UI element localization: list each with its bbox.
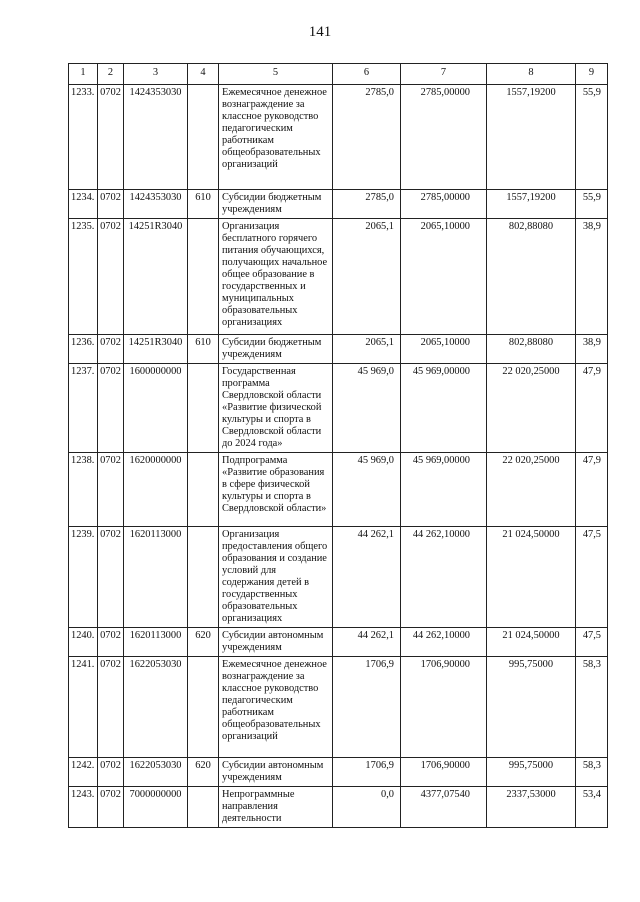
cell-executed-amount: 802,88080 <box>487 335 576 364</box>
cell-refined-amount: 2785,00000 <box>401 85 487 190</box>
cell-target-code: 14251R3040 <box>124 335 188 364</box>
cell-executed-amount: 22 020,25000 <box>487 453 576 527</box>
cell-refined-amount: 2065,10000 <box>401 219 487 335</box>
cell-item-name: Организация бесплатного горячего питания обучающихся, получающих начальное общее образование в государственных и муниципальных образовательных организациях <box>219 219 333 335</box>
cell-execution-percent: 47,5 <box>576 628 608 657</box>
page-number: 141 <box>308 24 332 40</box>
cell-item-name: Ежемесячное денежное вознаграждение за классное руководство педагогическим работникам общеобразовательных организаций <box>219 657 333 758</box>
cell-refined-amount: 45 969,00000 <box>401 364 487 453</box>
cell-executed-amount: 1557,19200 <box>487 190 576 219</box>
cell-section-code: 0702 <box>98 335 124 364</box>
cell-execution-percent: 55,9 <box>576 85 608 190</box>
column-header-3: 3 <box>124 64 188 85</box>
cell-execution-percent: 38,9 <box>576 335 608 364</box>
column-header-5: 5 <box>219 64 333 85</box>
cell-row-number: 1237. <box>69 364 98 453</box>
cell-execution-percent: 58,3 <box>576 657 608 758</box>
cell-executed-amount: 995,75000 <box>487 758 576 787</box>
cell-section-code: 0702 <box>98 219 124 335</box>
cell-planned-amount: 45 969,0 <box>333 453 401 527</box>
cell-planned-amount: 0,0 <box>333 787 401 828</box>
cell-executed-amount: 802,88080 <box>487 219 576 335</box>
cell-target-code: 1424353030 <box>124 85 188 190</box>
cell-item-name: Ежемесячное денежное вознаграждение за классное руководство педагогическим работникам общеобразовательных организаций <box>219 85 333 190</box>
column-header-4: 4 <box>188 64 219 85</box>
cell-item-name: Субсидии автономным учреждениям <box>219 628 333 657</box>
cell-target-code: 1620113000 <box>124 527 188 628</box>
cell-row-number: 1242. <box>69 758 98 787</box>
cell-row-number: 1238. <box>69 453 98 527</box>
cell-refined-amount: 2065,10000 <box>401 335 487 364</box>
cell-section-code: 0702 <box>98 527 124 628</box>
cell-item-name: Субсидии бюджетным учреждениям <box>219 190 333 219</box>
cell-refined-amount: 44 262,10000 <box>401 527 487 628</box>
cell-item-name: Непрограммные направления деятельности <box>219 787 333 828</box>
column-header-7: 7 <box>401 64 487 85</box>
cell-planned-amount: 2065,1 <box>333 335 401 364</box>
cell-target-code: 1620000000 <box>124 453 188 527</box>
cell-expense-type: 620 <box>188 758 219 787</box>
cell-row-number: 1243. <box>69 787 98 828</box>
cell-expense-type <box>188 85 219 190</box>
cell-section-code: 0702 <box>98 364 124 453</box>
cell-executed-amount: 21 024,50000 <box>487 628 576 657</box>
cell-section-code: 0702 <box>98 657 124 758</box>
table-row <box>69 657 608 758</box>
cell-item-name: Подпрограмма «Развитие образования в сфере физической культуры и спорта в Свердловской области» <box>219 453 333 527</box>
column-header-6: 6 <box>333 64 401 85</box>
cell-executed-amount: 995,75000 <box>487 657 576 758</box>
cell-section-code: 0702 <box>98 453 124 527</box>
cell-refined-amount: 4377,07540 <box>401 787 487 828</box>
cell-section-code: 0702 <box>98 85 124 190</box>
cell-execution-percent: 47,5 <box>576 527 608 628</box>
cell-executed-amount: 2337,53000 <box>487 787 576 828</box>
table-row <box>69 787 608 828</box>
cell-target-code: 1424353030 <box>124 190 188 219</box>
cell-execution-percent: 38,9 <box>576 219 608 335</box>
cell-execution-percent: 47,9 <box>576 364 608 453</box>
table-row <box>69 453 608 527</box>
cell-target-code: 1622053030 <box>124 657 188 758</box>
cell-execution-percent: 47,9 <box>576 453 608 527</box>
cell-expense-type <box>188 527 219 628</box>
column-header-2: 2 <box>98 64 124 85</box>
cell-execution-percent: 58,3 <box>576 758 608 787</box>
cell-executed-amount: 1557,19200 <box>487 85 576 190</box>
table-row <box>69 190 608 219</box>
cell-target-code: 14251R3040 <box>124 219 188 335</box>
cell-planned-amount: 1706,9 <box>333 657 401 758</box>
cell-expense-type <box>188 787 219 828</box>
cell-planned-amount: 2065,1 <box>333 219 401 335</box>
table-body <box>69 85 608 828</box>
column-header-9: 9 <box>576 64 608 85</box>
cell-expense-type <box>188 453 219 527</box>
table-row <box>69 758 608 787</box>
cell-section-code: 0702 <box>98 190 124 219</box>
cell-expense-type <box>188 219 219 335</box>
table-row <box>69 85 608 190</box>
cell-item-name: Организация предоставления общего образования и создание условий для содержания детей в государственных образовательных организациях <box>219 527 333 628</box>
cell-target-code: 1622053030 <box>124 758 188 787</box>
cell-target-code: 7000000000 <box>124 787 188 828</box>
cell-refined-amount: 2785,00000 <box>401 190 487 219</box>
cell-item-name: Государственная программа Свердловской области «Развитие физической культуры и спорта в Свердловской области до 2024 года» <box>219 364 333 453</box>
cell-planned-amount: 45 969,0 <box>333 364 401 453</box>
cell-planned-amount: 2785,0 <box>333 190 401 219</box>
cell-refined-amount: 1706,90000 <box>401 657 487 758</box>
cell-executed-amount: 21 024,50000 <box>487 527 576 628</box>
cell-target-code: 1600000000 <box>124 364 188 453</box>
cell-refined-amount: 1706,90000 <box>401 758 487 787</box>
cell-row-number: 1233. <box>69 85 98 190</box>
cell-execution-percent: 53,4 <box>576 787 608 828</box>
cell-planned-amount: 44 262,1 <box>333 527 401 628</box>
table-row <box>69 219 608 335</box>
table-header <box>69 64 608 85</box>
cell-refined-amount: 45 969,00000 <box>401 453 487 527</box>
cell-row-number: 1234. <box>69 190 98 219</box>
cell-expense-type: 610 <box>188 335 219 364</box>
cell-planned-amount: 2785,0 <box>333 85 401 190</box>
cell-refined-amount: 44 262,10000 <box>401 628 487 657</box>
cell-item-name: Субсидии автономным учреждениям <box>219 758 333 787</box>
table-row <box>69 628 608 657</box>
cell-row-number: 1239. <box>69 527 98 628</box>
cell-expense-type: 610 <box>188 190 219 219</box>
budget-table <box>68 63 608 828</box>
cell-executed-amount: 22 020,25000 <box>487 364 576 453</box>
table-row <box>69 364 608 453</box>
cell-planned-amount: 1706,9 <box>333 758 401 787</box>
cell-expense-type <box>188 364 219 453</box>
cell-expense-type <box>188 657 219 758</box>
cell-execution-percent: 55,9 <box>576 190 608 219</box>
column-header-8: 8 <box>487 64 576 85</box>
column-header-1: 1 <box>69 64 98 85</box>
table-row <box>69 527 608 628</box>
cell-planned-amount: 44 262,1 <box>333 628 401 657</box>
cell-target-code: 1620113000 <box>124 628 188 657</box>
cell-row-number: 1236. <box>69 335 98 364</box>
cell-section-code: 0702 <box>98 628 124 657</box>
cell-row-number: 1240. <box>69 628 98 657</box>
cell-row-number: 1235. <box>69 219 98 335</box>
cell-section-code: 0702 <box>98 787 124 828</box>
cell-item-name: Субсидии бюджетным учреждениям <box>219 335 333 364</box>
table-row <box>69 335 608 364</box>
cell-section-code: 0702 <box>98 758 124 787</box>
cell-expense-type: 620 <box>188 628 219 657</box>
cell-row-number: 1241. <box>69 657 98 758</box>
